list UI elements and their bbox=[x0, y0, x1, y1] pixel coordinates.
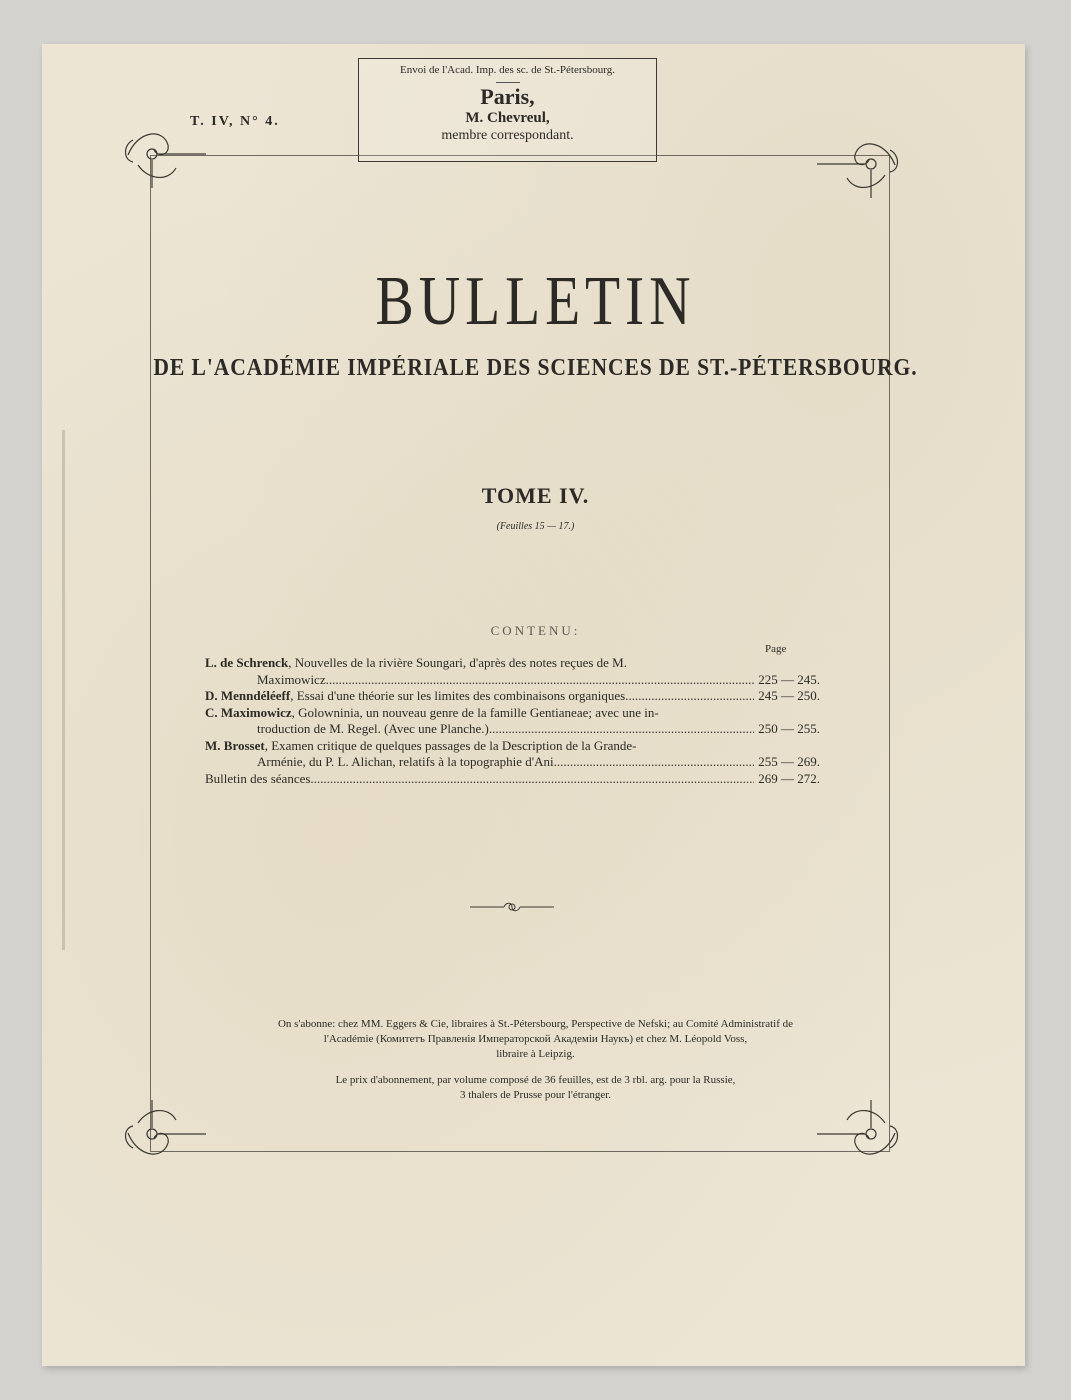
toc-entry bbox=[205, 655, 820, 672]
toc-author: L. de Schrenck bbox=[205, 655, 289, 670]
toc-text-cont: Arménie, du P. L. Alichan, relatifs à la topographie d'Ani bbox=[257, 754, 554, 769]
toc-text: , Essai d'une théorie sur les limites des combinaisons organiques bbox=[290, 688, 626, 703]
page-title: BULLETIN bbox=[375, 263, 696, 340]
price-line: 3 thalers de Prusse pour l'étranger. bbox=[459, 1089, 612, 1101]
contents-heading: CONTENU: bbox=[490, 623, 581, 638]
toc-author: C. Maximowicz bbox=[205, 704, 292, 720]
corner-ornament-top-left bbox=[118, 120, 208, 190]
stamp-rule bbox=[496, 82, 520, 83]
stamp-city: Paris, bbox=[480, 84, 535, 109]
toc-text: Bulletin des séances bbox=[205, 770, 311, 786]
toc-entry-cont bbox=[205, 672, 820, 689]
price-line: Le prix d'abonnement, par volume composé de 36 feuilles, est de 3 rbl. arg. pour la Russie, bbox=[335, 1074, 736, 1086]
toc-pages: 245 — 250. bbox=[758, 688, 820, 703]
corner-ornament-top-right bbox=[815, 130, 905, 200]
tome-number: T. IV, N° 4. bbox=[190, 114, 280, 129]
ornamental-divider bbox=[468, 900, 556, 914]
dispatch-stamp bbox=[358, 58, 657, 162]
corner-ornament-bottom-right bbox=[815, 1098, 905, 1168]
toc-entry bbox=[205, 738, 820, 755]
tome-heading: TOME IV. bbox=[481, 483, 590, 508]
toc-author: M. Brosset bbox=[205, 737, 265, 753]
toc-pages: 255 — 269. bbox=[758, 754, 820, 769]
table-of-contents bbox=[205, 655, 820, 787]
subscription-line: libraire à Leipzig. bbox=[496, 1048, 575, 1060]
toc-pages: 250 — 255. bbox=[758, 721, 820, 736]
toc-text: , Nouvelles de la rivière Soungari, d'après des notes reçues de M. bbox=[288, 655, 627, 670]
toc-author: D. Menndéléeff bbox=[205, 688, 291, 703]
toc-pages: 225 — 245. bbox=[758, 671, 820, 687]
subscription-line: l'Académie (Комитетъ Правленія Императорской Академіи Наукъ) et chez M. Léopold Voss, bbox=[323, 1033, 748, 1045]
toc-entry bbox=[205, 688, 820, 705]
toc-text: , Examen critique de quelques passages de la Description de la Grande- bbox=[264, 737, 637, 753]
toc-entry-cont bbox=[205, 721, 820, 738]
price-info bbox=[0, 1073, 1071, 1103]
stamp-role: membre correspondant. bbox=[441, 128, 574, 143]
stamp-envoi: Envoi de l'Acad. Imp. des sc. de St.-Pétersbourg. bbox=[399, 64, 615, 76]
toc-entry-cont bbox=[205, 754, 820, 771]
toc-text-cont: Maximowicz bbox=[257, 671, 326, 687]
toc-entry bbox=[205, 771, 820, 788]
feuilles-range: (Feuilles 15 — 17.) bbox=[496, 521, 575, 532]
toc-entry bbox=[205, 705, 820, 722]
subscription-info bbox=[0, 1017, 1071, 1062]
page-subtitle: DE L'ACADÉMIE IMPÉRIALE DES SCIENCES DE ST.-PÉTERSBOURG. bbox=[153, 355, 918, 381]
toc-pages: 269 — 272. bbox=[758, 770, 820, 786]
toc-text: , Golowninia, un nouveau genre de la famille Gentianeae; avec une in- bbox=[291, 704, 659, 720]
stamp-person: M. Chevreul, bbox=[465, 110, 550, 126]
corner-ornament-bottom-left bbox=[118, 1098, 208, 1168]
subscription-line: On s'abonne: chez MM. Eggers & Cie, libraires à St.-Pétersbourg, Perspective de Nefski; au Comité Administratif de bbox=[277, 1018, 793, 1030]
toc-text-cont: troduction de M. Regel. (Avec une Planche.) bbox=[257, 721, 489, 736]
page-column-label: Page bbox=[765, 643, 787, 655]
